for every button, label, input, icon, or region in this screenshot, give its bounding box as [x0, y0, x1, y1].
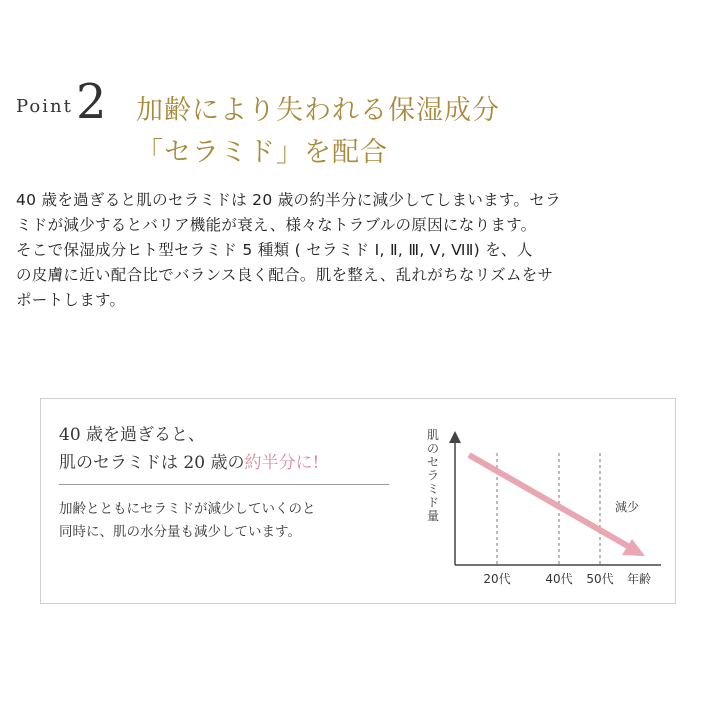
body-line: ポートします。 [16, 291, 126, 309]
body-line: 40 歳を過ぎると肌のセラミドは 20 歳の約半分に減少してしまいます。セラ [16, 191, 561, 209]
ceramide-chart [411, 419, 671, 593]
y-axis-label-char: ド [427, 495, 440, 510]
point-label: Point [16, 96, 73, 117]
headline [136, 90, 500, 174]
note-line: 加齢とともにセラミドが減少していくのと [59, 501, 316, 517]
headline-line-1: 加齢により失われる保湿成分 [136, 95, 500, 126]
body-line: そこで保湿成分ヒト型セラミド 5 種類 ( セラミド Ⅰ, Ⅱ, Ⅲ, Ⅴ, ⅥⅡ) を、人 [16, 241, 533, 259]
y-axis-label-char: ミ [427, 482, 440, 496]
x-tick-label: 50代 [586, 572, 614, 586]
chart-svg [411, 419, 671, 589]
y-axis-label-char: 肌 [427, 428, 440, 442]
info-note [59, 498, 316, 544]
body-line: の皮膚に近い配合比でバランス良く配合。肌を整え、乱れがちなリズムをサ [16, 266, 554, 284]
x-tick-label: 20代 [483, 572, 511, 586]
y-axis-label-char: 量 [427, 509, 440, 523]
point-number: 2 [76, 74, 107, 130]
lead-line-1: 40 歳を過ぎると、 [59, 425, 206, 445]
y-axis-label-char: の [427, 441, 440, 456]
body-paragraph [16, 188, 706, 313]
headline-line-2: 「セラミド」を配合 [136, 137, 388, 168]
lead-highlight: 約半分に! [244, 453, 320, 473]
divider [59, 484, 389, 485]
info-lead [59, 421, 319, 477]
y-axis-label [427, 428, 439, 523]
x-tick-label: 40代 [545, 572, 573, 586]
note-line: 同時に、肌の水分量も減少しています。 [59, 524, 301, 540]
trend-arrow-line [469, 455, 633, 549]
body-line: ミドが減少するとバリア機能が衰え、様々なトラブルの原因になります。 [16, 216, 537, 234]
lead-line-2-text: 肌のセラミドは 20 歳の [59, 453, 245, 473]
info-box [40, 398, 676, 604]
y-axis-label-char: セ [427, 455, 440, 469]
trend-annotation: 減少 [615, 500, 640, 514]
y-axis-label-char: ラ [427, 468, 440, 483]
x-axis-label: 年齢 [626, 572, 652, 586]
lead-line-2 [59, 449, 319, 477]
